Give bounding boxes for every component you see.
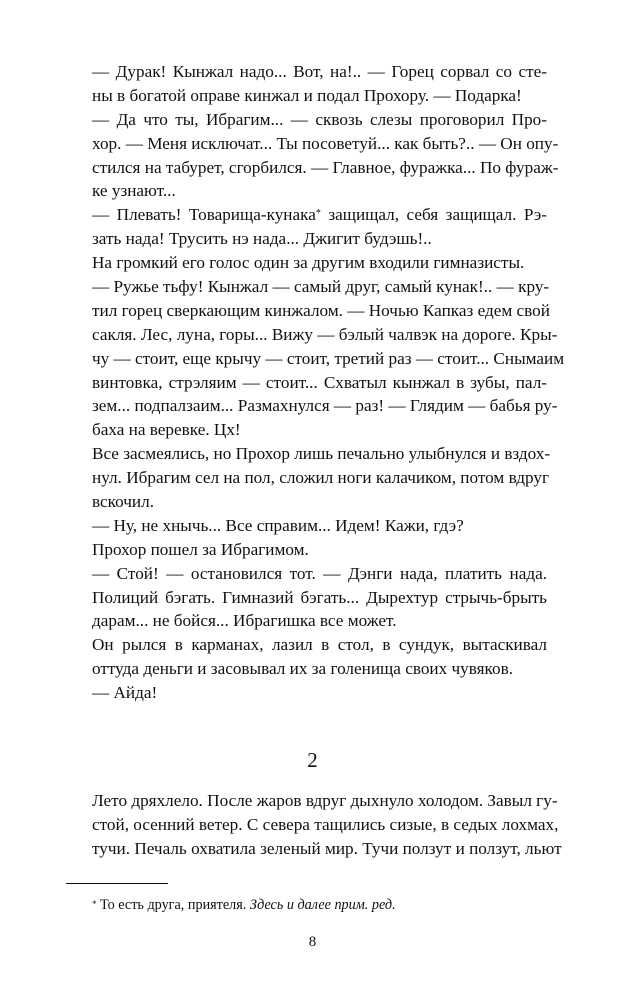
footnote-editor-note: Здесь и далее прим. ред. xyxy=(249,897,396,913)
text-line: нул. Ибрагим сел на пол, сложил ноги калачиком, потом вдруг xyxy=(92,468,550,488)
text-line: зать нада! Трусить нэ нада... Джигит будэшь!.. xyxy=(92,229,432,249)
footnote-ref-marker: * xyxy=(315,208,321,220)
text-line: сакля. Лес, луна, горы... Вижу — бэлый чалвэк на дороге. Кры- xyxy=(92,324,558,344)
text-line: тил горец сверкающим кинжалом. — Ночью Капказ едем свой xyxy=(92,300,550,320)
text-line: Прохор пошел за Ибрагимом. xyxy=(92,539,309,559)
footnote-marker: * xyxy=(92,899,97,909)
text-line: зем... подпалзаим... Размахнулся — раз! — Глядим — бабья ру- xyxy=(92,396,558,416)
page-number: 8 xyxy=(308,934,317,950)
chapter-number: 2 xyxy=(307,748,318,772)
text-line: ке узнают... xyxy=(92,181,176,201)
chapter-text-line: стой, осенний ветер. С севера тащились сизые, в седых лохмах, xyxy=(92,814,559,834)
text-line: Все засмеялись, но Прохор лишь печально улыбнулся и вздох- xyxy=(92,444,551,464)
text-line: Полиций бэгать. Гимназий бэгать... Дырехтур стрычь-брыть xyxy=(92,587,547,607)
text-line: чу — стоит, еще крычу — стоит, третий раз — стоит... Снымаим xyxy=(92,348,565,368)
main-text-block xyxy=(92,60,565,705)
footnote-divider xyxy=(66,883,168,884)
text-line: ны в богатой оправе кинжал и подал Прохору. — Подарка! xyxy=(92,85,522,105)
text-line: На громкий его голос один за другим входили гимназисты. xyxy=(92,253,525,273)
text-line: — Дурак! Кынжал надо... Вот, на!.. — Горец сорвал со сте- xyxy=(92,62,547,81)
text-line: оттуда деньги и засовывал их за голенища своих чувяков. xyxy=(92,659,514,679)
footnote-text: То есть друга, приятеля. xyxy=(100,897,247,913)
chapter-text-line: тучи. Печаль охватила зеленый мир. Тучи ползут и ползут, льют xyxy=(92,838,562,858)
text-line: Он рылся в карманах, лазил в стол, в сундук, вытаскивал xyxy=(92,635,547,655)
text-line: — Плевать! Товарища-кунака* защищал, себя защищал. Рэ- xyxy=(92,205,547,225)
text-line: дарам... не бойся... Ибрагишка все может. xyxy=(92,611,397,631)
chapter-text-block xyxy=(92,789,562,861)
text-line: — Ну, не хнычь... Все справим... Идем! Кажи, гдэ? xyxy=(92,515,464,535)
text-line: хор. — Меня исключат... Ты посоветуй... как быть?.. — Он опу- xyxy=(92,133,559,153)
text-line: баха на веревке. Цх! xyxy=(92,420,241,440)
text-line: винтовка, стрэляим — стоит... Схватыл кынжал в зубы, пал- xyxy=(92,372,547,392)
text-line: — Стой! — остановился тот. — Дэнги нада, платить нада. xyxy=(92,563,547,583)
text-line: вскочил. xyxy=(92,492,154,512)
footnote xyxy=(92,896,547,914)
text-line: — Да что ты, Ибрагим... — сквозь слезы проговорил Про- xyxy=(92,109,547,129)
text-line: — Ружье тьфу! Кынжал — самый друг, самый кунак!.. — кру- xyxy=(92,277,550,297)
text-line: — Айда! xyxy=(92,683,158,703)
text-line: стился на табурет, сгорбился. — Главное, фуражка... По фураж- xyxy=(92,157,559,177)
chapter-text-line: Лето дряхлело. После жаров вдруг дыхнуло холодом. Завыл гу- xyxy=(92,791,558,810)
